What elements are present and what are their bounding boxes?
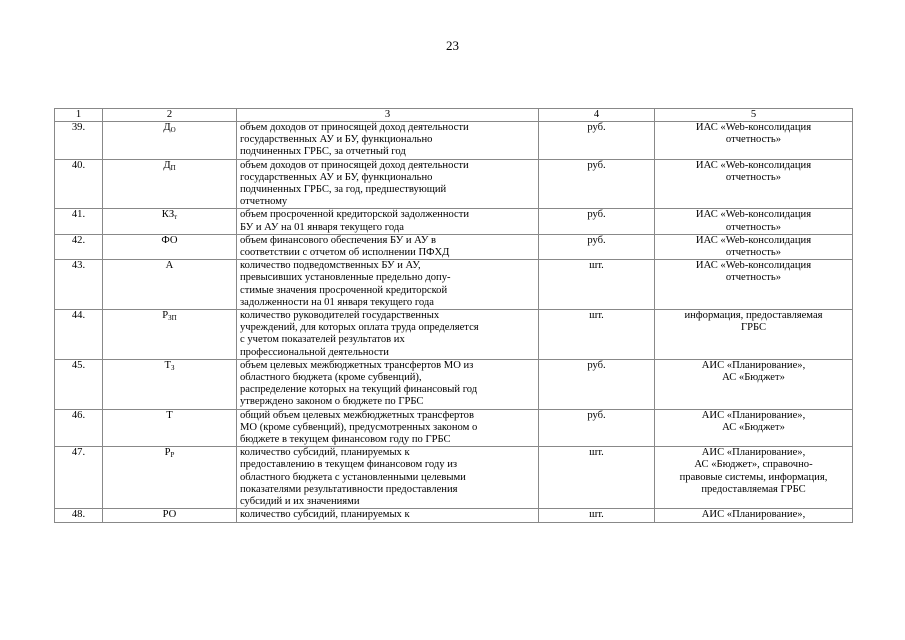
header-cell: 5	[655, 109, 853, 122]
symbol-text: Д	[163, 159, 171, 171]
indicator-description: количество субсидий, планируемых к предоставлению в текущем финансовом году из областного бюджета с установленными целевыми показателями результативности предоставления субсидий и их значениями	[237, 447, 539, 509]
unit-of-measure: шт.	[539, 447, 655, 509]
symbol-text: Р	[162, 310, 169, 322]
indicator-symbol	[103, 159, 237, 209]
indicator-table	[54, 108, 853, 523]
data-source: АИС «Планирование», АС «Бюджет»	[655, 359, 853, 409]
page-number: 23	[446, 38, 459, 53]
header-cell: 1	[55, 109, 103, 122]
table-row	[55, 359, 853, 409]
indicator-symbol	[103, 234, 237, 259]
indicator-description: объем финансового обеспечения БУ и АУ в соответствии с отчетом об исполнении ПФХД	[237, 234, 539, 259]
indicator-symbol	[103, 310, 237, 360]
unit-of-measure: руб.	[539, 209, 655, 234]
row-number: 40.	[55, 159, 103, 209]
symbol-text: А	[165, 260, 174, 272]
unit-of-measure: шт.	[539, 310, 655, 360]
table-row	[55, 209, 853, 234]
symbol-text: ФО	[161, 234, 178, 246]
table-row	[55, 234, 853, 259]
indicator-description: объем просроченной кредиторской задолженности БУ и АУ на 01 января текущего года	[237, 209, 539, 234]
indicator-description: объем доходов от приносящей доход деятельности государственных АУ и БУ, функционально подчиненных ГРБС, за год, предшествующий отчетному	[237, 159, 539, 209]
indicator-symbol	[103, 359, 237, 409]
symbol-text: Т	[164, 359, 171, 371]
indicator-description: общий объем целевых межбюджетных трансфертов МО (кроме субвенций), предусмотренных законом о бюджете в текущем финансовом году по ГРБС	[237, 409, 539, 447]
data-source: АИС «Планирование», АС «Бюджет», справочно- правовые системы, информация, предоставляемая ГРБС	[655, 447, 853, 509]
data-source: ИАС «Web-консолидация отчетность»	[655, 260, 853, 310]
row-number: 39.	[55, 122, 103, 160]
indicator-description: объем доходов от приносящей доход деятельности государственных АУ и БУ, функционально подчиненных ГРБС, за отчетный год	[237, 122, 539, 160]
indicator-description: количество подведомственных БУ и АУ, превысивших установленные предельно допу- стимые значения просроченной кредиторской задолженности на 01 января текущего года	[237, 260, 539, 310]
header-cell: 4	[539, 109, 655, 122]
symbol-subscript: т	[174, 213, 178, 222]
data-source: информация, предоставляемая ГРБС	[655, 310, 853, 360]
unit-of-measure: руб.	[539, 359, 655, 409]
header-cell: 2	[103, 109, 237, 122]
indicator-symbol	[103, 209, 237, 234]
row-number: 46.	[55, 409, 103, 447]
row-number: 47.	[55, 447, 103, 509]
unit-of-measure: шт.	[539, 509, 655, 522]
row-number: 48.	[55, 509, 103, 522]
indicator-description: количество руководителей государственных учреждений, для которых оплата труда определяется с учетом показателей результатов их профессиональной деятельности	[237, 310, 539, 360]
data-source: ИАС «Web-консолидация отчетность»	[655, 122, 853, 160]
table-row	[55, 409, 853, 447]
row-number: 41.	[55, 209, 103, 234]
indicator-symbol	[103, 509, 237, 522]
unit-of-measure: руб.	[539, 234, 655, 259]
table-row	[55, 260, 853, 310]
symbol-subscript: З	[170, 363, 175, 372]
table-row	[55, 310, 853, 360]
unit-of-measure: руб.	[539, 409, 655, 447]
row-number: 43.	[55, 260, 103, 310]
indicator-symbol	[103, 447, 237, 509]
indicator-symbol	[103, 409, 237, 447]
indicator-symbol	[103, 122, 237, 160]
symbol-text: Д	[163, 122, 171, 133]
unit-of-measure: руб.	[539, 159, 655, 209]
symbol-subscript: О	[170, 126, 176, 134]
table-header-row	[55, 109, 853, 122]
row-number: 44.	[55, 310, 103, 360]
row-number: 45.	[55, 359, 103, 409]
indicator-symbol	[103, 260, 237, 310]
data-source: ИАС «Web-консолидация отчетность»	[655, 209, 853, 234]
data-source: АИС «Планирование»,	[655, 509, 853, 522]
unit-of-measure: шт.	[539, 260, 655, 310]
table-row	[55, 122, 853, 160]
symbol-text: КЗ	[161, 209, 175, 221]
data-source: АИС «Планирование», АС «Бюджет»	[655, 409, 853, 447]
row-number: 42.	[55, 234, 103, 259]
symbol-subscript: Р	[170, 451, 175, 460]
symbol-subscript: П	[170, 163, 176, 172]
symbol-text: РО	[162, 509, 177, 521]
unit-of-measure: руб.	[539, 122, 655, 160]
table-row	[55, 509, 853, 522]
symbol-text: Р	[164, 447, 171, 459]
data-source: ИАС «Web-консолидация отчетность»	[655, 234, 853, 259]
data-source: ИАС «Web-консолидация отчетность»	[655, 159, 853, 209]
table-row	[55, 159, 853, 209]
header-cell: 3	[237, 109, 539, 122]
symbol-text: Т	[166, 409, 173, 421]
table-row	[55, 447, 853, 509]
indicator-description: объем целевых межбюджетных трансфертов МО из областного бюджета (кроме субвенций), распределение которых на текущий финансовый год утверждено законом о бюджете по ГРБС	[237, 359, 539, 409]
symbol-subscript: ЗП	[168, 314, 177, 323]
indicator-description: количество субсидий, планируемых к	[237, 509, 539, 522]
